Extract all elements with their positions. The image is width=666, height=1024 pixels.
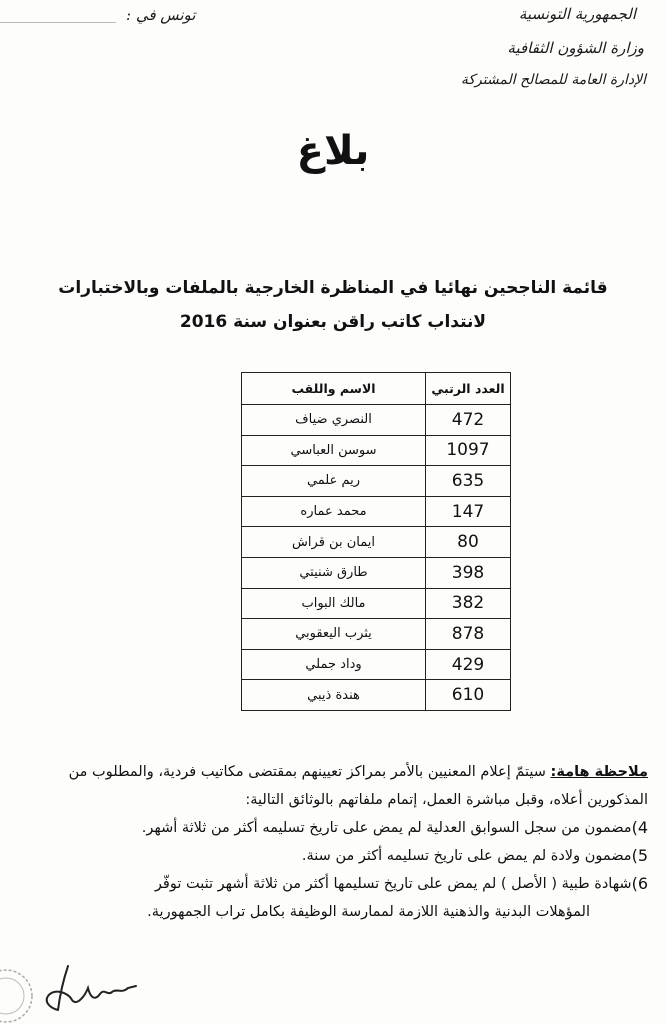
full-name-cell: محمد عماره (242, 496, 426, 527)
document-subtitle: قائمة الناجحين نهائيا في المناظرة الخارجية بالملفات وبالاختبارات (58, 278, 608, 298)
column-header-name: الاسم واللقب (242, 373, 426, 405)
list-item: 6) شهادة طبية ( الأصل ) لم يمض على تاريخ تسليمها أكثر من ثلاثة أشهر تثبت توفّر (154, 874, 648, 893)
rank-number-cell: 382 (426, 588, 511, 619)
note-text: سيتمّ إعلام المعنيين بالأمر بمراكز تعيينهم بمقتضى مكاتيب فردية، والمطلوب من المذكورين أعلاه، وقبل مباشرة العمل، إتمام ملفاتهم بالوثائق التالية: (68, 764, 648, 808)
full-name-cell: ريم علمي (242, 466, 426, 497)
rank-number-cell: 635 (426, 466, 511, 497)
document-title: بلاغ (296, 128, 370, 174)
letterhead-ministry: وزارة الشؤون الثقافية (507, 39, 644, 57)
full-name-cell: يثرب اليعقوبي (242, 619, 426, 650)
note-label: ملاحظة هامة: (550, 764, 648, 780)
full-name-cell: وداد جملي (242, 649, 426, 680)
rank-number-cell: 472 (426, 405, 511, 436)
rank-number-cell: 80 (426, 527, 511, 558)
rank-number-cell: 429 (426, 649, 511, 680)
table-header-row (242, 373, 511, 405)
table-row (242, 619, 511, 650)
full-name-cell: مالك البواب (242, 588, 426, 619)
table-row (242, 405, 511, 436)
official-seal (0, 966, 34, 1024)
registration-stamp (0, 0, 116, 23)
full-name-cell: ايمان بن قراش (242, 527, 426, 558)
table-row (242, 496, 511, 527)
rank-number-cell: 610 (426, 680, 511, 711)
full-name-cell: النصري ضياف (242, 405, 426, 436)
full-name-cell: هندة ذيبي (242, 680, 426, 711)
list-item: 4) مضمون من سجل السوابق العدلية لم يمض على تاريخ تسليمه أكثر من ثلاثة أشهر. (141, 818, 648, 837)
table-row (242, 527, 511, 558)
table-row (242, 588, 511, 619)
letterhead (461, 4, 646, 90)
rank-number-cell: 878 (426, 619, 511, 650)
list-item: 5) مضمون ولادة لم يمض على تاريخ تسليمه أكثر من سنة. (301, 846, 648, 865)
rank-number-cell: 147 (426, 496, 511, 527)
full-name-cell: طارق شنيتي (242, 557, 426, 588)
list-item-continuation: المؤهلات البدنية والذهنية اللازمة لممارسة الوظيفة بكامل تراب الجمهورية. (147, 904, 590, 920)
table-row (242, 557, 511, 588)
important-note (8, 758, 648, 926)
letterhead-country: الجمهورية التونسية (518, 5, 636, 23)
table-row (242, 649, 511, 680)
column-header-number: العدد الرتبي (426, 373, 511, 405)
handwritten-signature (38, 958, 148, 1018)
letterhead-department: الإدارة العامة للمصالح المشتركة (460, 72, 646, 88)
note-paragraph (8, 758, 648, 814)
rank-number-cell: 398 (426, 557, 511, 588)
table-row (242, 680, 511, 711)
table-row (242, 435, 511, 466)
table-row (242, 466, 511, 497)
results-table (241, 372, 511, 711)
full-name-cell: سوسن العباسي (242, 435, 426, 466)
document-subtitle-2: لانتداب كاتب راقن بعنوان سنة 2016 (179, 312, 487, 332)
rank-number-cell: 1097 (426, 435, 511, 466)
place-date: تونس في : (126, 6, 196, 24)
table-body (242, 405, 511, 711)
